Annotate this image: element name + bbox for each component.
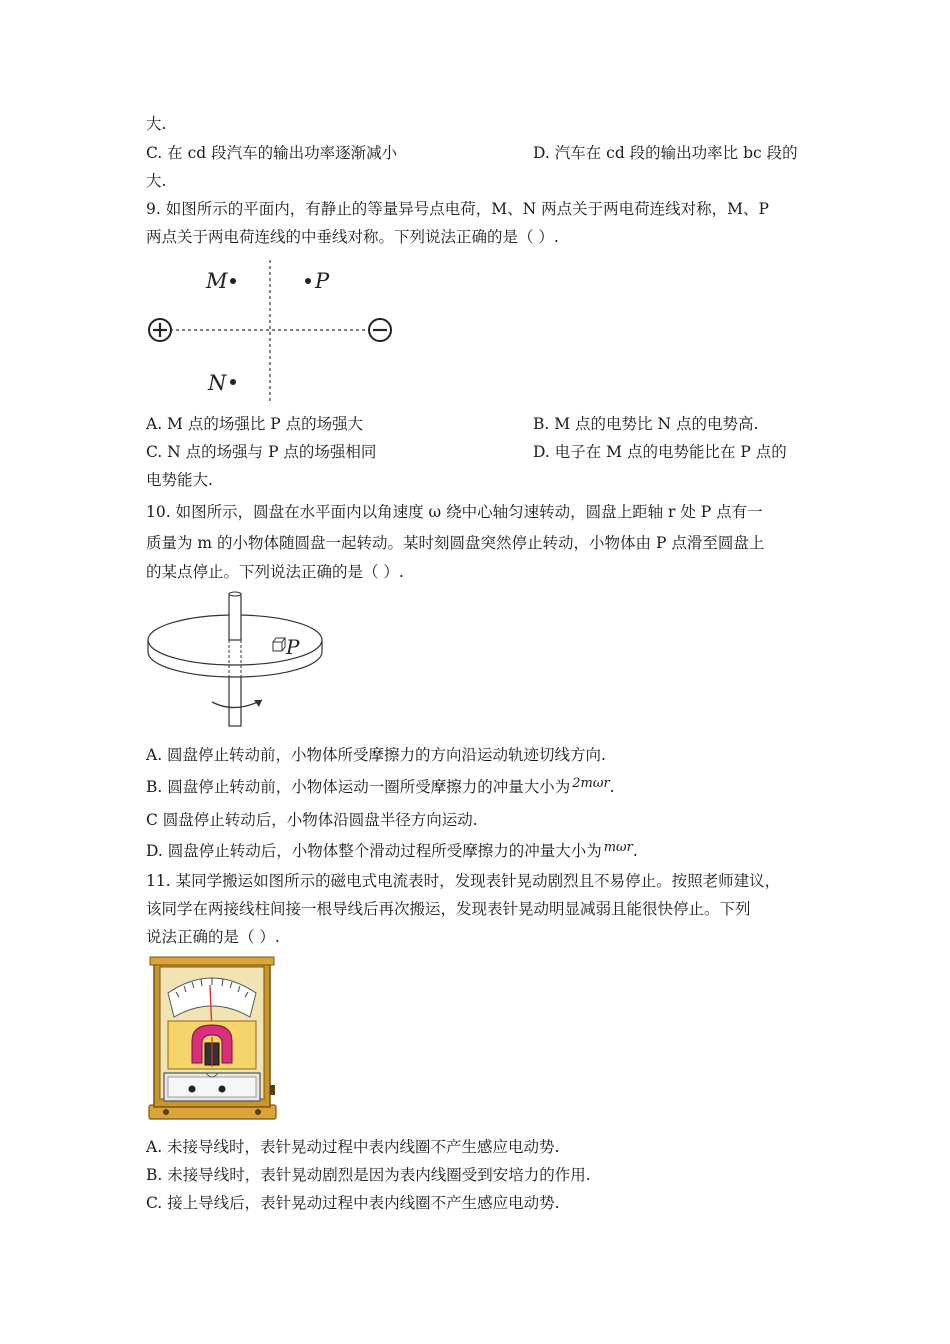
prev-option-d: D. 汽车在 cd 段的输出功率比 bc 段的 (533, 144, 798, 162)
q9-label-p: P (315, 269, 330, 293)
q10-stem-line-2: 质量为 m 的小物体随圆盘一起转动。某时刻圆盘突然停止转动，小物体由 P 点滑至圆盘上 (146, 534, 765, 552)
q9-option-b: B. M 点的电势比 N 点的电势高. (533, 415, 759, 433)
q9-point-m (230, 278, 236, 284)
q10-option-d-formula: mωr (603, 840, 633, 855)
q9-negative-charge (369, 319, 391, 341)
q10-option-b-text: B. 圆盘停止转动前，小物体运动一圈所受摩擦力的冲量大小为 (146, 778, 571, 796)
q10-option-c: C 圆盘停止转动后，小物体沿圆盘半径方向运动. (146, 811, 478, 829)
q11-terminal-right (219, 1086, 226, 1093)
q10-option-d-text: D. 圆盘停止转动后，小物体整个滑动过程所受摩擦力的冲量大小为 (146, 842, 602, 860)
q9-option-c: C. N 点的场强与 P 点的场强相同 (146, 443, 377, 461)
q9-point-p (305, 278, 311, 284)
q10-option-a: A. 圆盘停止转动前，小物体所受摩擦力的方向沿运动轨迹切线方向. (146, 746, 606, 764)
q11-terminal-left (189, 1086, 196, 1093)
q11-stem-line-2: 该同学在两接线柱间接一根导线后再次搬运，发现表针晃动明显减弱且能很快停止。下列 (146, 900, 751, 918)
q10-disk-figure (140, 588, 340, 740)
q10-stem-line-3: 的某点停止。下列说法正确的是（ ）. (146, 563, 404, 581)
q9-label-m: M (206, 269, 228, 293)
q11-ammeter-figure (146, 955, 280, 1127)
q10-option-b-formula: 2mωr (572, 776, 610, 791)
prev-option-c: C. 在 cd 段汽车的输出功率逐渐减小 (146, 144, 398, 162)
q11-option-c: C. 接上导线后，表针晃动过程中表内线圈不产生感应电动势. (146, 1194, 560, 1212)
q10-shaft (229, 594, 241, 640)
q9-positive-charge (149, 319, 171, 341)
q10-stem-line-1: 10. 如图所示，圆盘在水平面内以角速度 ω 绕中心轴匀速转动，圆盘上距轴 r 处 P 点有一 (146, 503, 763, 521)
q10-label-p: P (286, 635, 300, 659)
prev-line-3: 大. (146, 172, 167, 190)
prev-line-1: 大. (146, 115, 167, 133)
q10-option-d: D. 圆盘停止转动后，小物体整个滑动过程所受摩擦力的冲量大小为 $^{m\omega r}$. (146, 840, 638, 860)
q9-option-a: A. M 点的场强比 P 点的场强大 (146, 415, 364, 433)
q9-charge-figure (140, 255, 410, 407)
q9-option-d-cont: 电势能大. (146, 471, 213, 489)
q11-option-b: B. 未接导线时，表针晃动剧烈是因为表内线圈受到安培力的作用. (146, 1166, 591, 1184)
q9-stem-line-2: 两点关于两电荷连线的中垂线对称。下列说法正确的是（ ）. (146, 228, 559, 246)
q11-stem-line-1: 11. 某同学搬运如图所示的磁电式电流表时，发现表针晃动剧烈且不易停止。按照老师建议， (146, 872, 781, 890)
q9-label-n: N (208, 371, 227, 395)
q11-option-a: A. 未接导线时，表针晃动过程中表内线圈不产生感应电动势. (146, 1138, 560, 1156)
q9-stem-line-1: 9. 如图所示的平面内，有静止的等量异号点电荷，M、N 两点关于两电荷连线对称，M、P (146, 200, 769, 218)
q9-option-d: D. 电子在 M 点的电势能比在 P 点的 (533, 443, 787, 461)
q10-option-b: B. 圆盘停止转动前，小物体运动一圈所受摩擦力的冲量大小为 $^{2m\omega r}$. (146, 776, 615, 796)
q9-point-n (230, 379, 236, 385)
q11-stem-line-3: 说法正确的是（ ）. (146, 928, 280, 946)
